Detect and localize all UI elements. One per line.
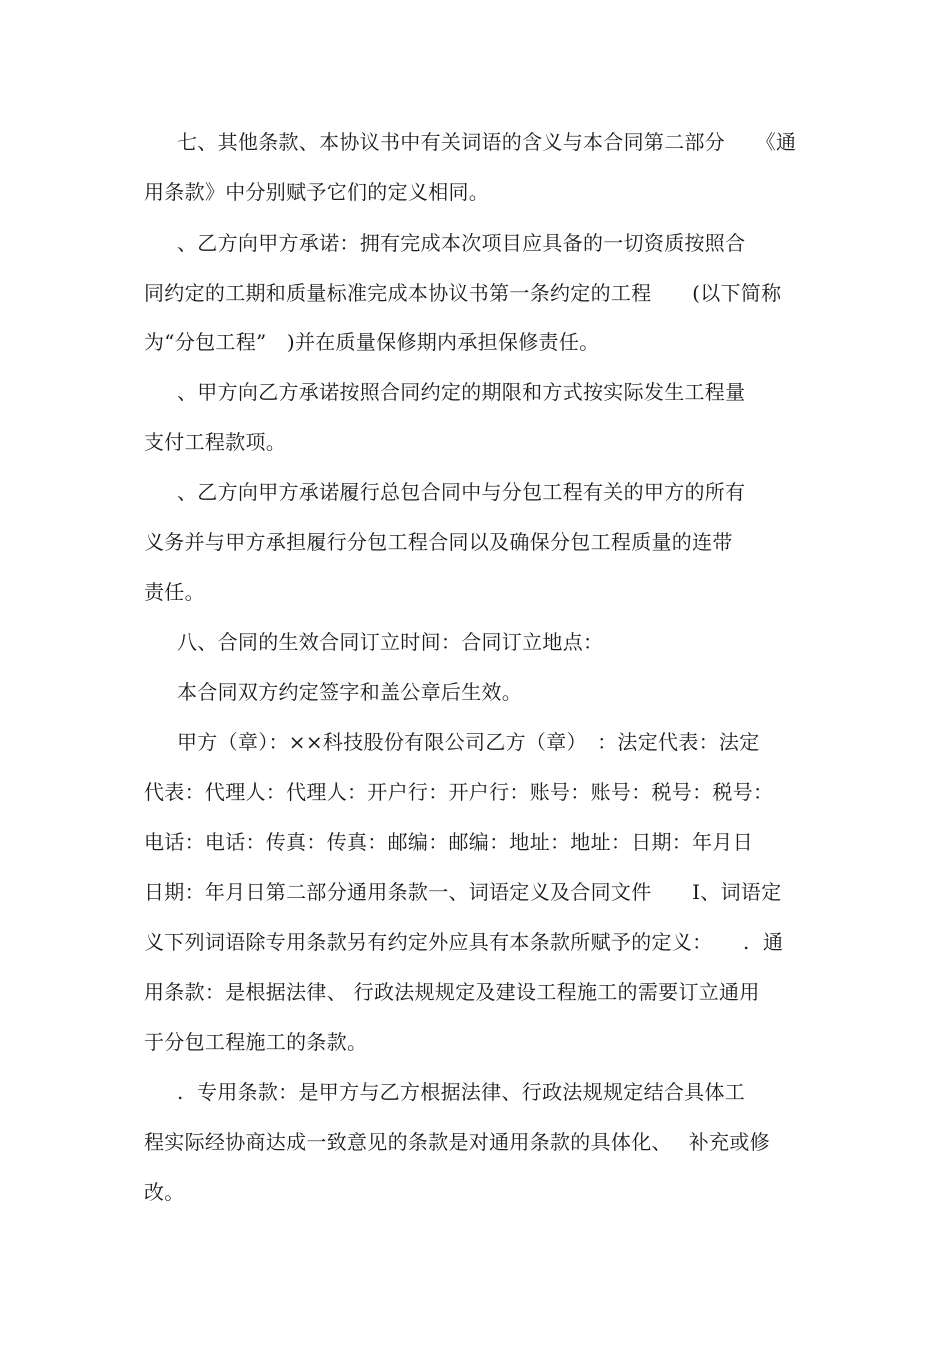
text-line: 义下列词语除专用条款另有约定外应具有本条款所赋予的定义： . 通 [144, 930, 784, 954]
text-line: 改。 [144, 1180, 185, 1204]
text-line: 义务并与甲方承担履行分包工程合同以及确保分包工程质量的连带 [144, 530, 733, 554]
text-line: 七、其他条款、本协议书中有关词语的含义与本合同第二部分 《通 [177, 130, 797, 154]
text-line: 程实际经协商达成一致意见的条款是对通用条款的具体化、 补充或修 [144, 1130, 770, 1154]
text-line: 于分包工程施工的条款。 [144, 1030, 368, 1054]
text-line: 、乙方向甲方承诺：拥有完成本次项目应具备的一切资质按照合 [177, 231, 746, 255]
text-line: 日期：年月日第二部分通用条款一、词语定义及合同文件 Ⅰ、词语定 [144, 880, 782, 904]
text-line: . 专用条款：是甲方与乙方根据法律、行政法规规定结合具体工 [177, 1080, 746, 1104]
text-line: 同约定的工期和质量标准完成本协议书第一条约定的工程 (以下简称 [144, 281, 782, 305]
text-line: 八、合同的生效合同订立时间：合同订立地点： [177, 630, 604, 654]
text-line: 用条款：是根据法律、 行政法规规定及建设工程施工的需要订立通用 [144, 980, 760, 1004]
text-line: 支付工程款项。 [144, 430, 287, 454]
text-line: 电话：电话：传真：传真：邮编：邮编：地址：地址：日期：年月日 [144, 830, 753, 854]
text-line: 用条款》中分别赋予它们的定义相同。 [144, 180, 490, 204]
text-line: 责任。 [144, 580, 205, 604]
text-line: 代表：代理人：代理人：开户行：开户行：账号：账号：税号：税号： [144, 780, 774, 804]
text-line: 、甲方向乙方承诺按照合同约定的期限和方式按实际发生工程量 [177, 380, 746, 404]
text-line: 甲方（章）：××科技股份有限公司乙方（章） ：法定代表：法定 [177, 730, 760, 754]
text-line: 、乙方向甲方承诺履行总包合同中与分包工程有关的甲方的所有 [177, 480, 746, 504]
text-line: 为“分包工程” )并在质量保修期内承担保修责任。 [144, 330, 600, 354]
text-line: 本合同双方约定签字和盖公章后生效。 [177, 680, 523, 704]
